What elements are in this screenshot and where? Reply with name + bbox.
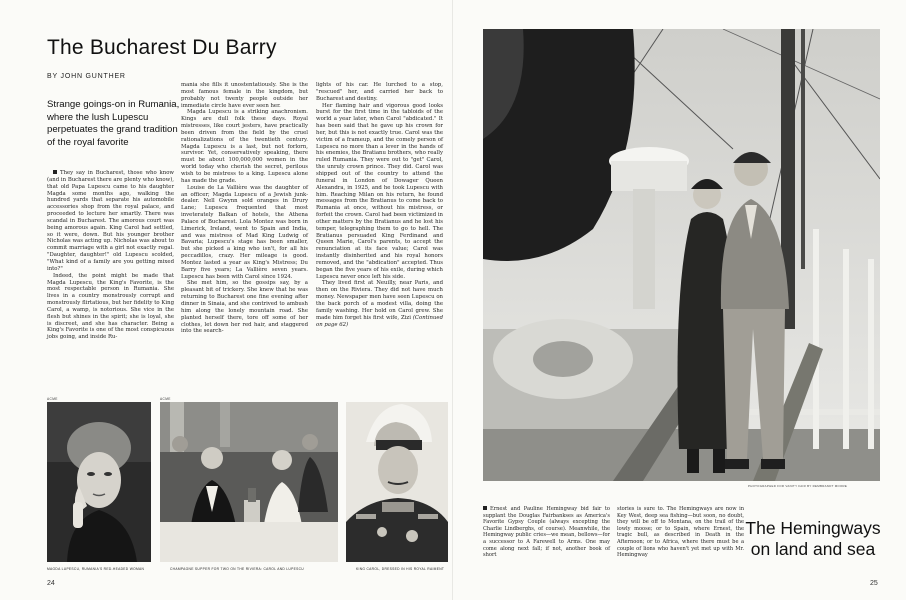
paragraph: stories is sure to. The Hemingways are now in Key West, deep sea fishing—but soon, no doubt, they will be off to Montana, on the trail of the lowly moose; or to Spain, where Ernest, the tragic bull, as described in Death in the Afternoon; or to Africa, where there must be a couple of lions who haven't yet met up with Mr. Hemingway [617, 506, 744, 559]
paragraph: lights of his car. He lurched to a stop, "rescued" her, and carried her back to Bucharest and destiny. [316, 82, 443, 102]
right-page [453, 0, 906, 600]
article-title: The Bucharest Du Barry [47, 36, 277, 59]
photo-champagne-supper [160, 402, 338, 562]
page-number: 24 [47, 580, 55, 587]
photo-lupescu-portrait [47, 402, 151, 562]
paragraph: She met him, so the gossips say, by a pleasant bit of trickery. She knew that he was returning to Bucharest one fine evening after dinner in Sinaia, and she contrived to ambush him along the lonely mountain road. She planted herself there, tore off some of her clothes, let down her red hair, and staggered into the search- [181, 280, 308, 335]
photo-hemingways-on-ship [483, 29, 880, 481]
photo-king-carol [346, 402, 448, 562]
photo-credit: ACME [47, 397, 58, 401]
lead-square-icon [483, 506, 487, 510]
paragraph: They lived first at Neuilly, near Paris, and then on the Riviera. They did not have much money. Newspaper men have seen Lupescu on the back porch of a modest villa, doing the family washing. Her hold on Carol grew. She made him forget his first wife, Zizi (Continued on page 62) [316, 280, 443, 328]
byline: BY JOHN GUNTHER [47, 73, 126, 80]
paragraph: Indeed, the point might be made that Magda Lupescu, the King's Favorite, is the most respectable person in Rumania. She lives in a country monstrously corrupt and monstrously flirtatious, but her fidelity to King Carol, a wamp, is notorious. She vice in the flesh but shines in the spirit; she is loyal, she is discreet, and she has character. Being a King's Favorite is one of the most conspicuous jobs going, and inside Ru- [47, 272, 174, 341]
page-number: 25 [870, 580, 878, 587]
text-column-2 [617, 506, 744, 559]
paragraph: Louise de La Vallière was the daughter of an officer; Magda Lupescu of a Jewish junk-dealer. Nell Gwynn sold oranges in Drury Lane; Lupescu frequented that most inveterately Balkan of hotels, the Athena Palace of Bucharest. Lola Montez was born in Limerick, Ireland, went to Spain and India, and was mistress of Mad King Ludwig of Bavaria; Lupescu's stage has been smaller, but she picked a king who isn't, for all his peccadillos, crazy. Her mileage is good. Montez lasted a year as King's Mistress; Du Barry five years; La Vallière seven years. Lupescu has been with Carol since 1924. [181, 184, 308, 280]
photo-credit: ACME [160, 397, 171, 401]
text-column-1 [483, 506, 610, 559]
text-column-3 [316, 82, 443, 328]
caption: KING CAROL, DRESSED IN HIS ROYAL RAIMENT [356, 567, 445, 571]
photo-headline: The Hemingways on land and sea [745, 518, 881, 559]
paragraph: mania she fills it unostentatiously. She is the most famous female in the kingdom, but probably not twenty people outside her immediate circle have ever seen her. [181, 82, 308, 109]
text-column-2 [181, 82, 308, 335]
caption: CHAMPAGNE SUPPER FOR TWO ON THE RIVIERA: CAROL AND LUPESCU [170, 567, 304, 571]
paragraph: Her flaming hair and vigorous good looks burst for the first time in the tabloids of the world a year later, when Carol "abdicated." It has been said that he gave up his crown for her, but this is not exactly true. Carol was the victim of a frameup, and the comely person of Lupescu no more than a lever in the hands of his enemies, the Bratianu brothers, who really ruled Rumania. They were out to "get" Carol, the unruly crown prince. They did. Carol was shipped out of the country to attend the funeral in London of Dowager Queen Alexandra, in 1925, and he took Lupescu with him. Reaching Milan on his return, he found messages from the Bratianus to come back to Rumania at once, without his mistress, or forfeit the crown. Carol had been victimized in other matters by the Bratianus and he lost his temper, telegraphing them to go to hell. The Bratianus persuaded King Ferdinand and Queen Marie, Carol's parents, to accept the renunciation at its face value; Carol was instantly disinherited and his royal honors removed, and the "abdication" accepted. Thus began the five years of his exile, during which Lupescu never once left his side. [316, 102, 443, 280]
paragraph: Ernest and Pauline Hemingway bid fair to supplant the Douglas Fairbankses as America's Favorite Gypsy Couple (always excepting the Charlie Lindberghs, of course). Meanwhile, the Hemingway public cries—we mean, bellows—for a successor to A Farewell to Arms. One may come along next fall; if not, another book of short [483, 506, 610, 559]
text-column-1 [47, 170, 174, 341]
caption: MAGDA LUPESCU, RUMANIA'S RED-HEADED WOMAN [47, 567, 145, 571]
lead-square-icon [53, 170, 57, 174]
paragraph: Magda Lupescu is a striking anachronism. Kings are dull folk these days. Royal mistresses, like court jesters, have practically been driven from the field by the cruel rationalizations of the twentieth century. Magda Lupescu is a last, but not forlorn, survivor. Yet, conservatively speaking, there must be about 100,000,000 women in the world today who cherish the secret, perilous wish to be mistress to a king. Lupescu alone has made the grade. [181, 109, 308, 184]
photo-credit: PHOTOGRAPHED FOR VANITY FAIR BY REMBRANDT MOORE [748, 484, 848, 488]
paragraph: They say in Bucharest, those who know (and in Bucharest there are plenty who know), that old Papa Lupescu came to his daughter Magda some months ago, walking the hundred yards that separate his automobile accessories shop from the royal palace, and proceeded to lecture her smartly. There was scandal in Bucharest. The amorous court was being amorous again. King Carol had settled, so it were, down. But his younger brother Nicholas was acting up. Nicholas was about to commit marriage with a girl not exactly regal. "Daughter, daughter!" old Lupescu scolded, "What kind of a family are you getting mixed into?" [47, 170, 174, 272]
article-deck: Strange goings-on in Rumania, where the lush Lupescu perpetuates the grand tradition of the royal favorite [47, 99, 180, 149]
continued-note: (Continued on page 62) [316, 314, 443, 328]
